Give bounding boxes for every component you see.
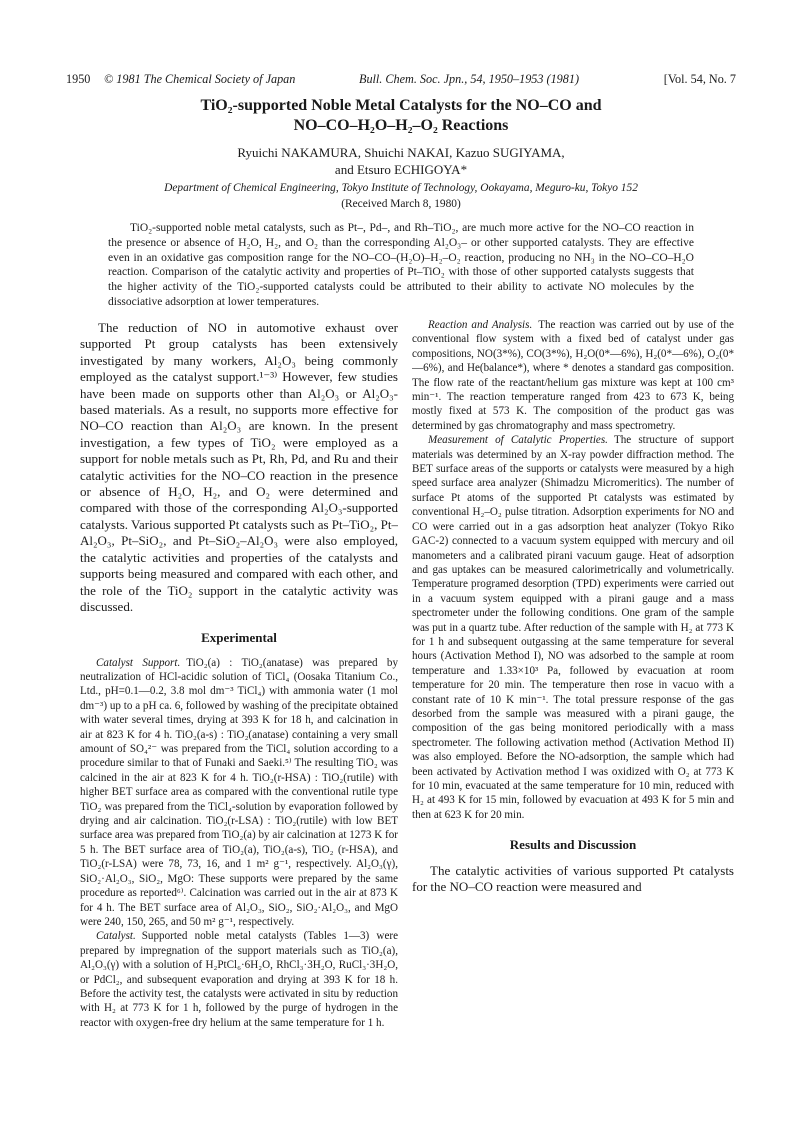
catalyst-paragraph: [80, 929, 398, 1030]
measurement-paragraph: [412, 433, 734, 822]
abstract: [108, 221, 694, 307]
results-paragraph: The catalytic activities of various supported Pt catalysts for the NO–CO reaction were measured and: [412, 862, 734, 894]
reaction-label: Reaction and Analysis.: [428, 319, 533, 331]
results-heading: Results and Discussion: [509, 837, 637, 853]
introduction-paragraph: The reduction of NO in automotive exhaust over supported Pt group catalysts has been extensively investigated by many workers, Al₂O₃ being commonly employed as the catalyst support.¹⁻³⁾ However, few studies have been made on supports other than Al₂O₃ or Al₂O₃-based materials. As a result, no supports more effective for NO–CO reaction than Al₂O₃ are known. In the present investigation, a few types of TiO₂ were employed as a support for noble metals such as Pt, Rh, Pd, and Ru and their catalytic activities for the NO–CO reaction in the presence or absence of H₂O, H₂, and O₂ were determined and compared with those of the corresponding Al₂O₃-supported catalysts. Various supported Pt catalysts such as Pt–TiO₂, Pt–Al₂O₃, Pt–SiO₂, and Pt–SiO₂–Al₂O₃ were also employed, the catalytic activities and properties of the catalysts and supports being measured and compared with each other, and the role of the TiO₂ support in the catalytic activity was discussed.: [80, 320, 398, 614]
catalyst-support-paragraph: [80, 656, 398, 930]
left-column: [80, 320, 398, 1115]
catalyst-support-label: Catalyst Support.: [96, 656, 181, 669]
measurement-label: Measurement of Catalytic Properties.: [428, 434, 608, 447]
copyright-notice: © 1981 The Chemical Society of Japan: [104, 72, 296, 86]
measurement-text: The structure of support materials was determined by an X-ray powder diffraction method. The BET surface areas of the supports or catalysts were measured by a high speed surface area analyzer (Shimadzu Micromeritics). The number of surface Pt atoms of the supported Pt catalysts was estimated by conventional H₂–O₂ pulse titration. Adsorption experiments for NO and CO were carried out in a gas adsorption heat analyzer (Tokyo Riko GAC-2) connected to a vacuum system equipped with mercury and oil manometers and a calibrated pirani vacuum gauge. Heat of adsorption and gas uptakes can be measured calorimetrically and volumetrically. Temperature programed desorption (TPD) experiments were carried out in a vacuum system equipped with a pirani gauge and a mass spectrometer under the following conditions. One gram of the sample was put in a quartz tube. After reduction of the sample with H₂ at 773 K for 1 h and subsequent outgassing at the same temperature for several hours (Activation Method I), NO was adsorbed to the sample at room temperature and 1.33×10³ Pa, followed by evacuation at room temperature for 20 min. The temperature then rose in vacuo with a constant rate of 10 K min⁻¹. The total pressure response of the gas desorbed from the sample was measured with a pirani gauge, the composition of the gas being monitored periodically with a mass spectrometer. The following activation method (Activation Method II) was also employed. Before the NO-adsorption, the sample which had been activated by Activation method I was oxidized with O₂ at 773 K for 10 min, evacuated at the same temperature for 10 min, reduced with H₂ at 493 K for 15 min, followed by evacuation at 493 K for 5 min and then at 623 K for 20 min.: [412, 434, 734, 821]
journal-reference: Bull. Chem. Soc. Jpn., 54, 1950–1953 (1981): [359, 72, 580, 86]
authors-line-2: and Etsuro ECHIGOYA*: [334, 162, 468, 177]
catalyst-text: Supported noble metal catalysts (Tables 1—3) were prepared by impregnation of the support materials such as TiO₂(a), Al₂O₃(γ) with a solution of H₂PtCl₆·6H₂O, RhCl₃·3H₂O, RuCl₃·3H₂O, or PdCl₂, and subsequent evaporation and drying at 393 K for 18 h. Before the activity test, the catalysts were activated in situ by reduction with H₂ at 773 K for 1 h, followed by the purge of hydrogen in the reactor with oxygen-free dry helium at the same temperature for 1 h.: [80, 930, 398, 1029]
author-list: [66, 144, 736, 178]
title-line-2: NO–CO–H₂O–H₂–O₂ Reactions: [293, 117, 509, 134]
abstract-text: TiO₂-supported noble metal catalysts, such as Pt–, Pd–, and Rh–TiO₂, are much more active for the NO–CO reaction in the presence or absence of H₂O, H₂, and O₂ than the corresponding Al₂O₃– or other supported catalysts. They are effective even in an oxidative gas composition range for the NO–CO–(H₂O)–H₂–O₂ reaction, producing no NH₃ in the NO–CO–H₂O reaction. Comparison of the catalytic activity and properties of Pt–TiO₂ with those of other supported catalysts suggests that the higher activity of the TiO₂-supported catalysts could be attributed to their ability to activate NO molecules by the dissociative adsorption at lower temperatures.: [108, 222, 694, 307]
reaction-text: The reaction was carried out by use of the conventional flow system with a fixed bed of catalyst under gas compositions, NO(3*%), CO(3*%), H₂O(0*—6%), H₂(0*—6%), O₂(0*—6%), and He(balance*), where * denotes a standard gas composition. The flow rate of the reactant/helium gas mixture was kept at 100 cm³ min⁻¹. The reaction temperature ranged from 423 to 673 K, being mostly fixed at 573 K. The composition of the product gas was determined by gas chromatography and mass spectrometry.: [412, 319, 734, 432]
title-line-1: TiO₂-supported Noble Metal Catalysts for the NO–CO and: [200, 97, 602, 114]
authors-line-1: Ryuichi NAKAMURA, Shuichi NAKAI, Kazuo SUGIYAMA,: [237, 145, 565, 160]
article-title: [66, 96, 736, 136]
department: Department of Chemical Engineering, Tokyo Institute of Technology, Ookayama, Meguro-ku, Tokyo 152: [164, 182, 638, 194]
running-header: [66, 72, 736, 88]
experimental-continued: [412, 318, 734, 822]
received-date: (Received March 8, 1980): [341, 198, 461, 210]
volume-info: [Vol. 54, No. 7: [663, 72, 736, 86]
affiliation-block: [66, 180, 736, 212]
reaction-paragraph: [412, 318, 734, 433]
experimental-section: [80, 656, 398, 1031]
right-column: [412, 318, 734, 1113]
catalyst-label: Catalyst.: [96, 930, 136, 943]
catalyst-support-text: TiO₂(a) : TiO₂(anatase) was prepared by neutralization of HCl-acidic solution of TiCl₄ (Oosaka Titanium Co., Ltd., pH=0.1—0.2, 3.8 mol dm⁻³ TiCl₄) with ammonia water (1 mol dm⁻³) up to a pH ca. 6, followed by washing of the precipitate obtained with water several times, drying at 393 K for 18 h, and calcination in air at 823 K for 4 h. TiO₂(a-s) : TiO₂(anatase) containing a very small amount of SO₄²⁻ was prepared from the TiCl₄ solution according to a procedure similar to that of Funaki and Saeki.⁵⁾ The resulting TiO₂ was calcined in the air at 823 K for 4 h. TiO₂(r-HSA) : TiO₂(rutile) with higher BET surface area as compared with the conventional rutile type TiO₂ was prepared from the TiCl₄-solution by evaporation followed by drying and air calcination. TiO₂(r-LSA) : TiO₂(rutile) with low BET surface area was prepared from TiO₂(a) by air calcination at 1273 K for 5 h. The BET surface area of TiO₂(a), TiO₂(a-s), TiO₂ (r-HSA), and TiO₂(r-LSA) were 78, 73, 16, and 1 m² g⁻¹, respectively. Al₂O₃(γ), SiO₂·Al₂O₃, SiO₂, MgO: These supports were prepared by the same procedure as reported⁶⁾. Calcination was carried out in the air at 873 K for 4 h. The BET surface area of Al₂O₃, SiO₂, SiO₂·Al₂O₃, and MgO were 240, 150, 265, and 50 m² g⁻¹, respectively.: [80, 656, 398, 928]
page-number: 1950: [66, 72, 91, 86]
experimental-heading: Experimental: [201, 630, 277, 646]
